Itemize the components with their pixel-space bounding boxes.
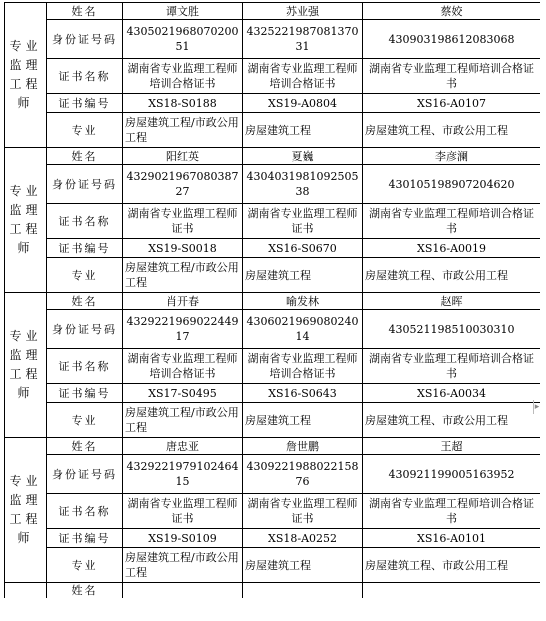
field-value: 湖南省专业监理工程师培训合格证书 bbox=[363, 204, 541, 239]
field-value: 房屋建筑工程 bbox=[243, 113, 363, 148]
field-value: 阳红英 bbox=[123, 148, 243, 165]
table-row bbox=[5, 583, 541, 599]
field-value: 房屋建筑工程、市政公用工程 bbox=[363, 113, 541, 148]
field-value: XS18-S0188 bbox=[123, 94, 243, 113]
field-value: 詹世鹏 bbox=[243, 438, 363, 455]
field-label: 证书名称 bbox=[47, 349, 123, 384]
field-value: 喻发林 bbox=[243, 293, 363, 310]
table-row bbox=[5, 239, 541, 258]
field-value: 430602196908024014 bbox=[243, 310, 363, 349]
field-label: 身份证号码 bbox=[47, 165, 123, 204]
field-label: 证书名称 bbox=[47, 204, 123, 239]
table-row bbox=[5, 548, 541, 583]
field-label: 身份证号码 bbox=[47, 20, 123, 59]
personnel-table-body bbox=[5, 3, 541, 599]
field-label: 证书编号 bbox=[47, 239, 123, 258]
field-value: 赵晖 bbox=[363, 293, 541, 310]
role-cell: 专业监理工程师 bbox=[5, 293, 47, 438]
table-row bbox=[5, 204, 541, 239]
field-label: 身份证号码 bbox=[47, 310, 123, 349]
table-row bbox=[5, 403, 541, 438]
table-row bbox=[5, 494, 541, 529]
field-value: 房屋建筑工程 bbox=[243, 403, 363, 438]
field-value: 湖南省专业监理工程师培训合格证书 bbox=[123, 59, 243, 94]
field-value: 夏巍 bbox=[243, 148, 363, 165]
table-row bbox=[5, 310, 541, 349]
field-value: 湖南省专业监理工程师证书 bbox=[243, 204, 363, 239]
field-value: 房屋建筑工程 bbox=[243, 258, 363, 293]
field-value: 430105198907204620 bbox=[363, 165, 541, 204]
table-row bbox=[5, 384, 541, 403]
table-row bbox=[5, 165, 541, 204]
field-value bbox=[363, 583, 541, 599]
field-value: XS19-S0018 bbox=[123, 239, 243, 258]
field-value: 430521198510030310 bbox=[363, 310, 541, 349]
field-value: 房屋建筑工程/市政公用工程 bbox=[123, 548, 243, 583]
field-value: 湖南省专业监理工程师培训合格证书 bbox=[243, 349, 363, 384]
table-row bbox=[5, 349, 541, 384]
field-label: 专业 bbox=[47, 548, 123, 583]
field-label: 证书编号 bbox=[47, 529, 123, 548]
field-value: XS16-A0019 bbox=[363, 239, 541, 258]
field-label: 证书编号 bbox=[47, 384, 123, 403]
field-value: 肖开春 bbox=[123, 293, 243, 310]
table-row bbox=[5, 113, 541, 148]
field-value: 430502196807020051 bbox=[123, 20, 243, 59]
field-value: 430903198612083068 bbox=[363, 20, 541, 59]
field-value: 王超 bbox=[363, 438, 541, 455]
field-value: 房屋建筑工程/市政公用工程 bbox=[123, 113, 243, 148]
field-value: XS19-S0109 bbox=[123, 529, 243, 548]
field-label: 姓名 bbox=[47, 148, 123, 165]
field-value: 唐忠亚 bbox=[123, 438, 243, 455]
role-cell: 专业监理工程师 bbox=[5, 3, 47, 148]
field-value: XS17-S0495 bbox=[123, 384, 243, 403]
field-value: XS18-A0252 bbox=[243, 529, 363, 548]
field-value: 432902196708038727 bbox=[123, 165, 243, 204]
field-value: 房屋建筑工程、市政公用工程 bbox=[363, 403, 541, 438]
field-value: 湖南省专业监理工程师培训合格证书 bbox=[363, 349, 541, 384]
field-value bbox=[243, 583, 363, 599]
table-row bbox=[5, 438, 541, 455]
field-value: 湖南省专业监理工程师证书 bbox=[123, 204, 243, 239]
field-label: 专业 bbox=[47, 113, 123, 148]
table-row bbox=[5, 94, 541, 113]
role-cell: 专业监理工程师 bbox=[5, 148, 47, 293]
field-value: 湖南省专业监理工程师培训合格证书 bbox=[123, 349, 243, 384]
field-value: 房屋建筑工程 bbox=[243, 548, 363, 583]
table-row bbox=[5, 3, 541, 20]
field-label: 身份证号码 bbox=[47, 455, 123, 494]
table-row bbox=[5, 59, 541, 94]
field-value: 432522198708137031 bbox=[243, 20, 363, 59]
table-row bbox=[5, 529, 541, 548]
field-value: XS16-A0101 bbox=[363, 529, 541, 548]
field-value: 432922197910246415 bbox=[123, 455, 243, 494]
field-value: 湖南省专业监理工程师培训合格证书 bbox=[243, 59, 363, 94]
field-value: 房屋建筑工程/市政公用工程 bbox=[123, 258, 243, 293]
field-value: XS16-S0643 bbox=[243, 384, 363, 403]
field-label: 证书编号 bbox=[47, 94, 123, 113]
scroll-indicator[interactable]: ▸ bbox=[534, 402, 540, 412]
field-value: 430403198109250538 bbox=[243, 165, 363, 204]
field-value: 谭文胜 bbox=[123, 3, 243, 20]
table-row bbox=[5, 20, 541, 59]
field-value: 湖南省专业监理工程师证书 bbox=[243, 494, 363, 529]
field-value: 湖南省专业监理工程师培训合格证书 bbox=[363, 59, 541, 94]
role-cell bbox=[5, 583, 47, 599]
field-value: 房屋建筑工程、市政公用工程 bbox=[363, 548, 541, 583]
field-value: 432922196902244917 bbox=[123, 310, 243, 349]
table-row bbox=[5, 148, 541, 165]
personnel-table bbox=[4, 2, 540, 598]
field-label: 专业 bbox=[47, 258, 123, 293]
role-cell: 专业监理工程师 bbox=[5, 438, 47, 583]
table-row bbox=[5, 258, 541, 293]
table-row bbox=[5, 293, 541, 310]
field-label: 证书名称 bbox=[47, 59, 123, 94]
field-value: 房屋建筑工程、市政公用工程 bbox=[363, 258, 541, 293]
field-value: 湖南省专业监理工程师证书 bbox=[123, 494, 243, 529]
field-label: 姓名 bbox=[47, 438, 123, 455]
field-label: 证书名称 bbox=[47, 494, 123, 529]
field-value: 湖南省专业监理工程师培训合格证书 bbox=[363, 494, 541, 529]
table-row bbox=[5, 455, 541, 494]
field-label: 姓名 bbox=[47, 3, 123, 20]
field-value: 430922198802215876 bbox=[243, 455, 363, 494]
field-value: XS16-A0034 bbox=[363, 384, 541, 403]
field-value: 430921199005163952 bbox=[363, 455, 541, 494]
field-label: 专业 bbox=[47, 403, 123, 438]
field-value: 蔡姣 bbox=[363, 3, 541, 20]
field-value: 苏业强 bbox=[243, 3, 363, 20]
field-value bbox=[123, 583, 243, 599]
field-value: 房屋建筑工程/市政公用工程 bbox=[123, 403, 243, 438]
personnel-table-page bbox=[4, 2, 540, 621]
field-label: 姓名 bbox=[47, 293, 123, 310]
field-label: 姓名 bbox=[47, 583, 123, 599]
field-value: XS16-A0107 bbox=[363, 94, 541, 113]
field-value: 李彦澜 bbox=[363, 148, 541, 165]
field-value: XS19-A0804 bbox=[243, 94, 363, 113]
field-value: XS16-S0670 bbox=[243, 239, 363, 258]
